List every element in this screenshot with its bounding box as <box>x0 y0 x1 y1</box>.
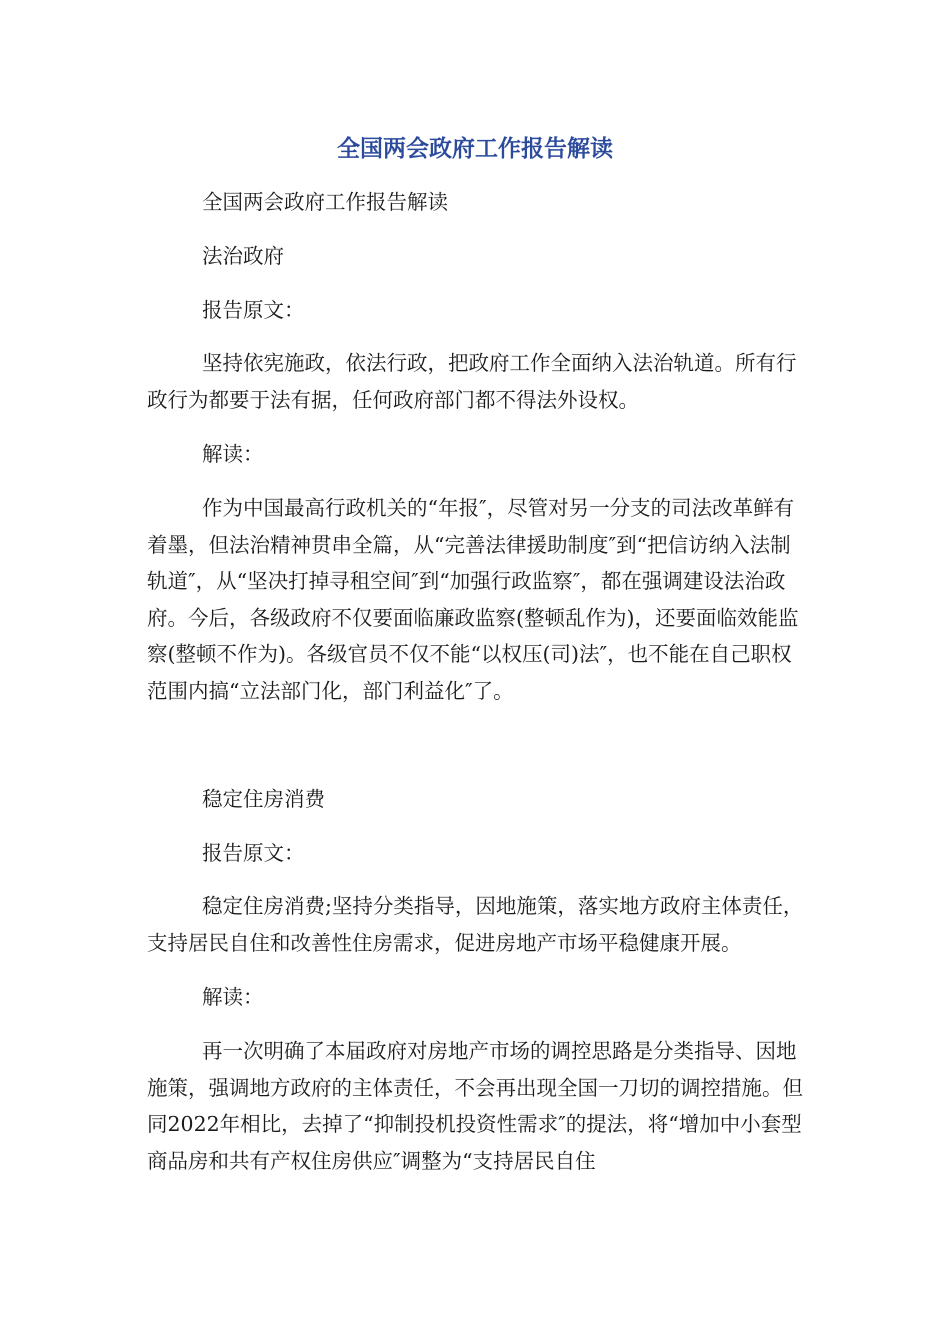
interpretation-label: 解读： <box>202 442 264 466</box>
report-original-label: 报告原文： <box>202 841 305 865</box>
report-original-text: 稳定住房消费;坚持分类指导，因地施策，落实地方政府主体责任，支持居民自住和改善性住房需求，促进房地产市场平稳健康开展。 <box>147 894 804 955</box>
interpretation-label: 解读： <box>202 985 264 1009</box>
section-heading-housing: 稳定住房消费 <box>202 787 325 811</box>
report-original-text: 坚持依宪施政，依法行政，把政府工作全面纳入法治轨道。所有行政行为都要于法有据，任何政府部门都不得法外设权。 <box>147 351 797 412</box>
section-heading-rule-of-law: 法治政府 <box>202 244 284 268</box>
report-original-label: 报告原文： <box>202 298 305 322</box>
paragraph-subtitle: 全国两会政府工作报告解读 <box>202 190 448 214</box>
document-title: 全国两会政府工作报告解读 <box>337 136 613 162</box>
interpretation-text: 作为中国最高行政机关的“年报″，尽管对另一分支的司法改革鲜有着墨，但法治精神贯串全篇，从“完善法律援助制度″到“把信访纳入法制轨道″，从“坚决打掉寻租空间″到“加强行政监察″，都在强调建设法治政府。今后，各级政府不仅要面临廉政监察(整顿乱作为)，还要面临效能监察(整顿不作为)。各级官员不仅不能“以权压(司)法″，也不能在自己职权范围内搞“立法部门化，部门利益化″了。 <box>147 496 799 703</box>
interpretation-text: 再一次明确了本届政府对房地产市场的调控思路是分类指导、因地施策，强调地方政府的主体责任，不会再出现全国一刀切的调控措施。但同2022年相比，去掉了“抑制投机投资性需求″的提法，将“增加中小套型商品房和共有产权住房供应″调整为“支持居民自住 <box>147 1039 803 1173</box>
